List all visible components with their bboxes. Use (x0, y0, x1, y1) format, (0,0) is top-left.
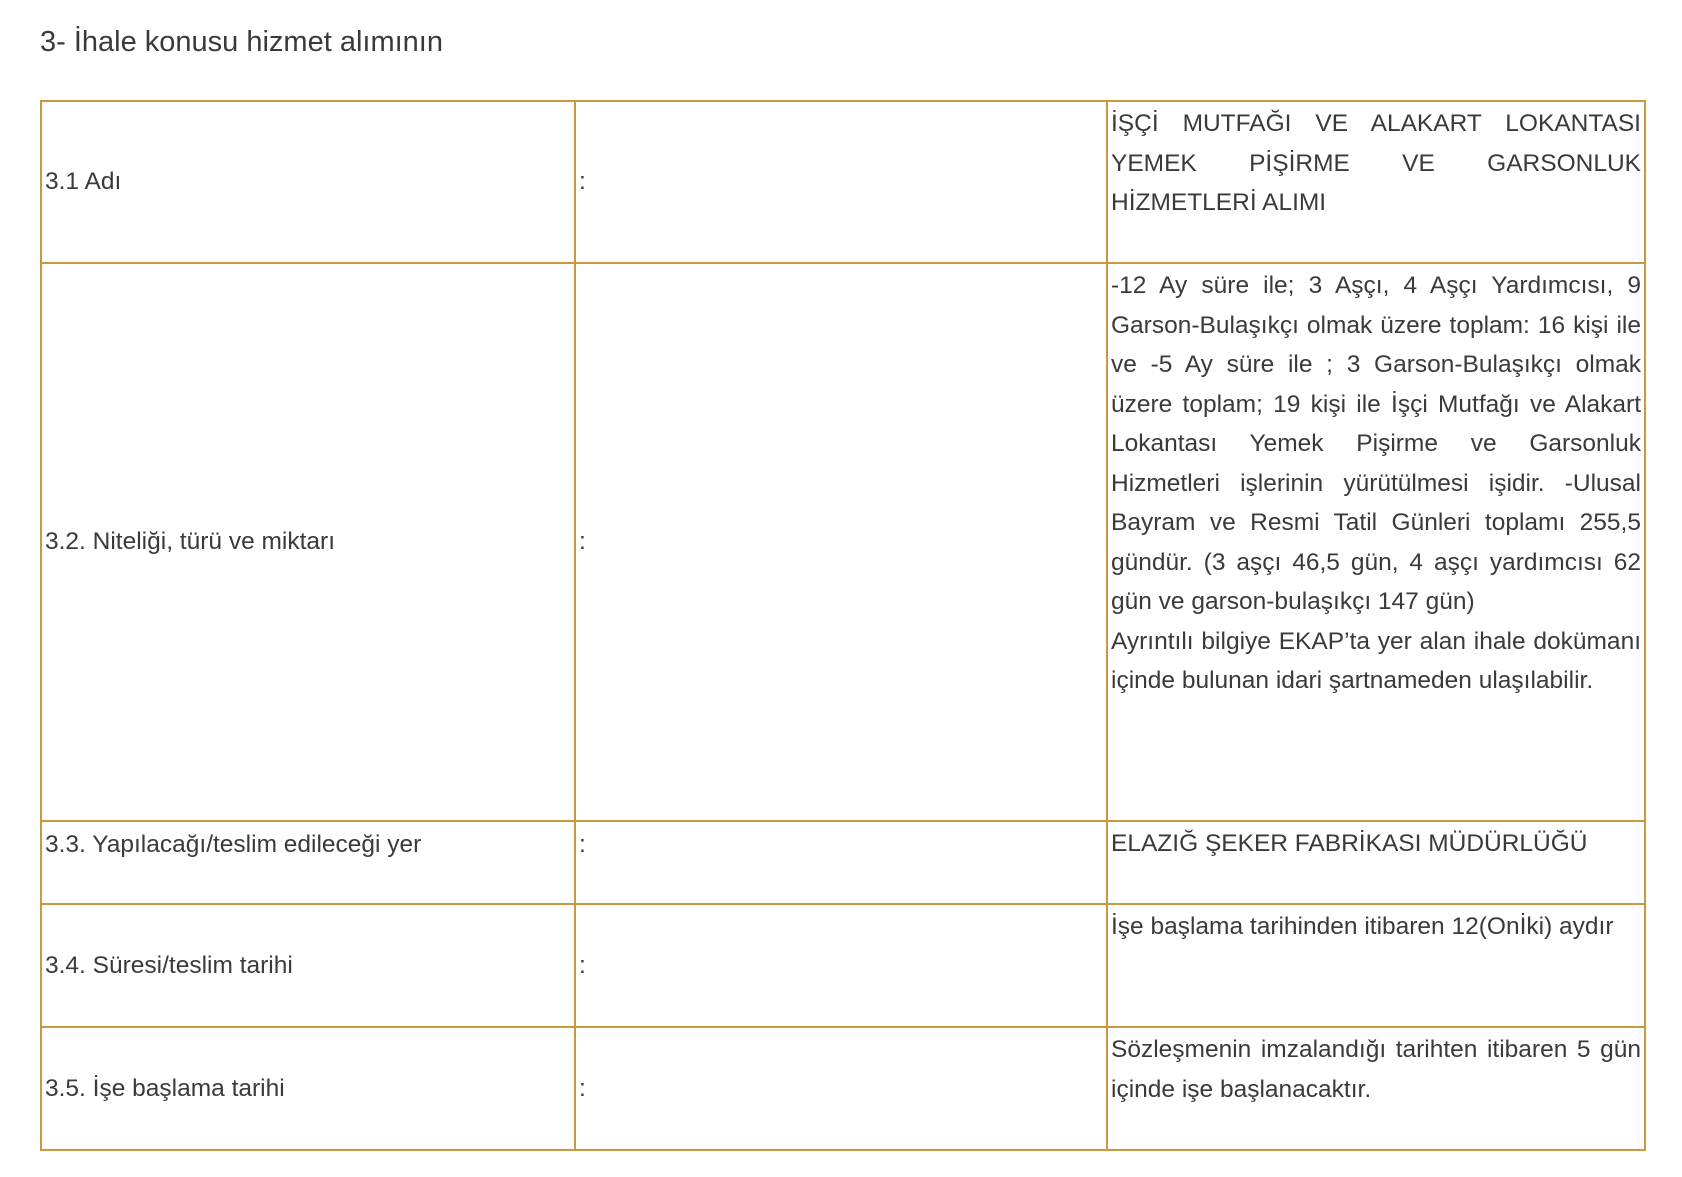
tender-info-table (40, 100, 1646, 1151)
row-value: -12 Ay süre ile; 3 Aşçı, 4 Aşçı Yardımcısı, 9 Garson-Bulaşıkçı olmak üzere toplam: 16 kişi ile ve -5 Ay süre ile ; 3 Garson-Bulaşıkçı olmak üzere toplam; 19 kişi ile İşçi Mutfağı ve Alakart Lokantası Yemek Pişirme ve Garsonluk Hizmetleri işlerinin yürütülmesi işidir. -Ulusal Bayram ve Resmi Tatil Günleri toplamı 255,5 gündür. (3 aşçı 46,5 gün, 4 aşçı yardımcısı 62 gün ve garson-bulaşıkçı 147 gün) (1111, 272, 1648, 615)
row-separator: : (575, 101, 1107, 263)
row-separator: : (575, 821, 1107, 904)
row-separator: : (575, 263, 1107, 821)
row-label: 3.4. Süresi/teslim tarihi (41, 904, 575, 1027)
row-separator: : (575, 904, 1107, 1027)
row-label: 3.5. İşe başlama tarihi (41, 1027, 575, 1150)
row-value: İşe başlama tarihinden itibaren 12(Onİki) aydır (1111, 913, 1614, 940)
row-value-note: Ayrıntılı bilgiye EKAP’ta yer alan ihale dokümanı içinde bulunan idari şartnameden ulaşılabilir. (1111, 627, 1648, 694)
row-label: 3.1 Adı (41, 101, 575, 263)
row-label: 3.2. Niteliği, türü ve miktarı (41, 263, 575, 821)
section-title: 3- İhale konusu hizmet alımının (40, 26, 443, 58)
row-value: Sözleşmenin imzalandığı tarihten itibaren 5 gün içinde işe başlanacaktır. (1111, 1036, 1648, 1103)
table-row-nature (41, 263, 1645, 821)
row-value: ELAZIĞ ŞEKER FABRİKASI MÜDÜRLÜĞÜ (1111, 830, 1588, 857)
table-row-start-date (41, 1027, 1645, 1150)
table-row-place (41, 821, 1645, 904)
row-label: 3.3. Yapılacağı/teslim edileceği yer (41, 821, 575, 904)
row-value-cell (1107, 263, 1648, 821)
row-value-cell (1107, 101, 1648, 263)
table-row-name (41, 101, 1645, 263)
row-value-cell (1107, 821, 1645, 904)
row-value-cell (1107, 904, 1645, 1027)
row-value: İŞÇİ MUTFAĞI VE ALAKART LOKANTASI YEMEK PİŞİRME VE GARSONLUK HİZMETLERİ ALIMI (1111, 110, 1648, 216)
row-separator: : (575, 1027, 1107, 1150)
row-value-cell (1107, 1027, 1648, 1150)
table-row-duration (41, 904, 1645, 1027)
